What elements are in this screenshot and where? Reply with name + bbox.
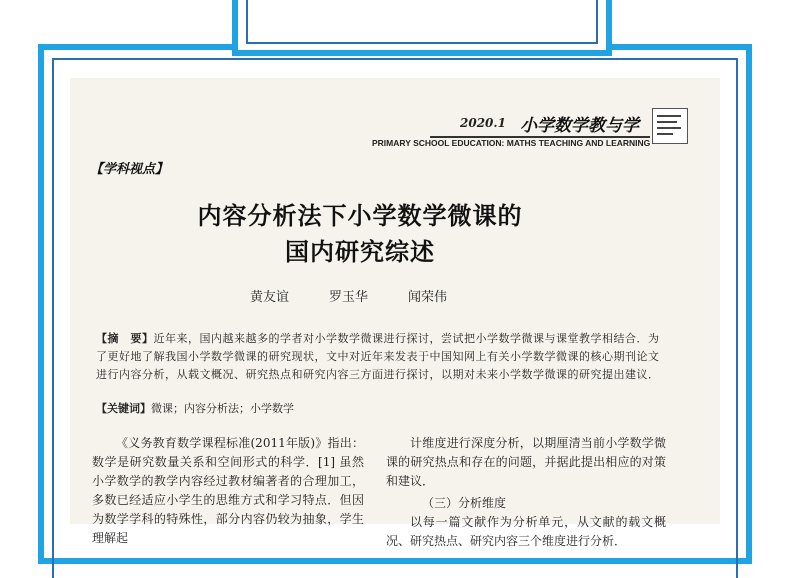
keywords [96,400,666,416]
title-line-1: 内容分析法下小学数学微课的 [197,201,523,230]
body-column-left [92,434,364,548]
publisher-logo-icon [652,108,688,144]
body-column-right [386,434,666,551]
abstract-text: 近年来，国内越来越多的学者对小学数学微课进行探讨，尝试把小学数学微课与课堂教学相结合．为了更好地了解我国小学数学微课的研究现状，文中对近年来发表于中国知网上有关小学数学微课的核心期刊论文进行内容分析，从载文概况、研究热点和研究内容三方面进行探讨，以期对未来小学数学微课的研究提出建议． [96,332,660,381]
article-page [70,78,720,548]
running-header [372,108,690,156]
author-name: 罗玉华 [329,290,369,305]
top-tab-inner [246,0,598,44]
journal-name: 小学数学教与学 [520,116,639,136]
section-tag: 【学科视点】 [90,162,169,177]
keywords-text: 微课；内容分析法；小学数学 [151,402,294,415]
issue-year: 2020.1 [460,116,506,130]
paragraph: 《义务教育数学课程标准(2011年版)》指出：数学是研究数量关系和空间形式的科学．[1] 虽然小学数学的教学内容经过教材编著者的合理加工，多数已经适应小学生的思维方式和学习特点．但因为数学学科的特殊性，部分内容仍较为抽象，学生理解起 [92,436,364,545]
keywords-label: 【关键词】 [96,402,151,415]
subheading: （三）分析维度 [422,496,507,510]
author-list [250,286,550,305]
journal-english-name: PRIMARY SCHOOL EDUCATION: MATHS TEACHING AND LEARNING [372,138,651,148]
author-name: 黄友谊 [250,290,290,305]
abstract-label: 【摘 要】 [96,332,154,345]
article-title [110,198,610,270]
abstract [96,330,666,384]
paragraph: 以每一篇文献作为分析单元，从文献的载文概况、研究热点、研究内容三个维度进行分析． [386,515,666,548]
author-name: 闻荣伟 [408,290,448,305]
title-line-2: 国内研究综述 [285,237,435,266]
paragraph: 计维度进行深度分析，以期厘清当前小学数学微课的研究热点和存在的问题，并据此提出相应的对策和建议． [386,436,666,488]
